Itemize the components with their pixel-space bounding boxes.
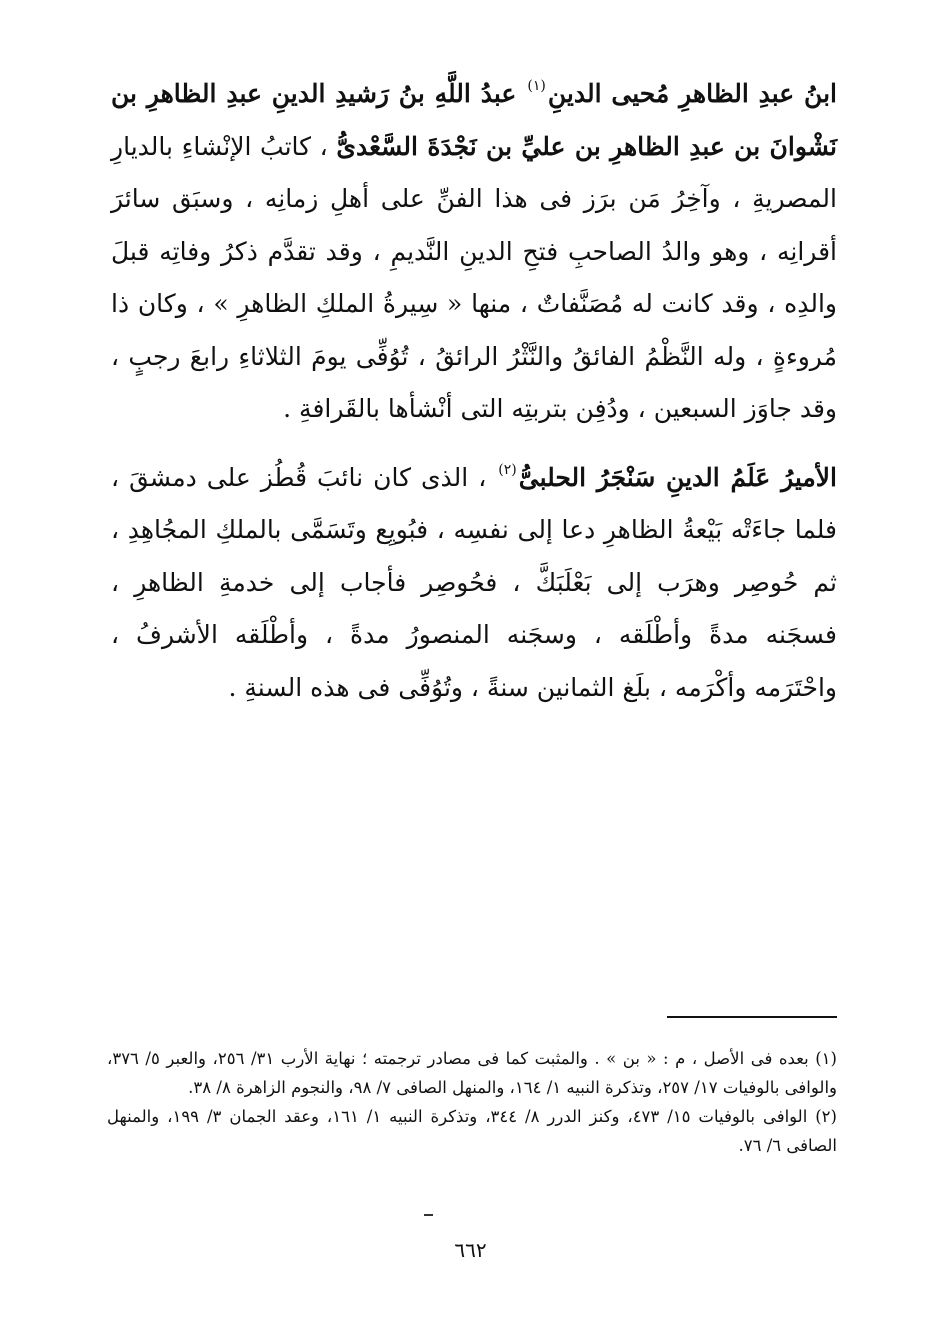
biography-entry-1 (111, 68, 837, 436)
main-text (111, 68, 837, 724)
footnote-ref-2[interactable]: (٢) (498, 461, 517, 478)
page-number: ٦٦٢ (454, 1238, 487, 1262)
footnote-ref-1[interactable]: (١) (527, 78, 546, 94)
footnotes (107, 1044, 837, 1160)
footnote-1: (١) بعده فى الأصل ، م : « بن » . والمثبت كما فى مصادر ترجمته ؛ نهاية الأرب ٣١/ ٢٥٦، والعبر ٥/ ٣٧٦، والوافى بالوفيات ١٧/ ٢٥٧، وتذكرة النبيه ١/ ١٦٤، والمنهل الصافى ٧/ ٩٨، والنجوم الزاهرة ٨/ ٣٨. (107, 1049, 837, 1097)
entry-1-body: ، كاتبُ الإنْشاءِ بالديارِ المصريةِ ، وآخِرُ مَن برَز فى هذا الفنِّ على أهلِ زمانِه ، وسبَق سائرَ أقرانِه ، وهو والدُ الصاحبِ فتحِ الدينِ النَّديمِ ، وقد تقدَّم ذكرُ وفاتِه قبلَ والدِه ، وقد كانت له مُصَنَّفاتٌ ، منها « سِيرةُ الملكِ الظاهرِ » ، وكان ذا مُروءةٍ ، وله النَّظْمُ الفائقُ والنَّثْرُ الرائقُ ، تُوُفِّى يومَ الثلاثاءِ رابعَ رجبٍ ، وقد جاوَز السبعين ، ودُفِن بتربتِه التى أنْشأها بالقَرافةِ . (111, 131, 837, 423)
footnote-2: (٢) الوافى بالوفيات ١٥/ ٤٧٣، وكنز الدرر ٨/ ٣٤٤، وتذكرة النبيه ١/ ١٦١، وعقد الجمان ٣/ ١٩٩، والمنهل الصافى ٦/ ٧٦. (107, 1107, 837, 1155)
entry-2-heading: الأميرُ عَلَمُ الدينِ سَنْجَرُ الحلبىُّ (518, 462, 837, 492)
print-mark (424, 1214, 433, 1216)
footnote-separator (667, 1016, 837, 1018)
entry-1-heading: ابنُ عبدِ الظاهرِ مُحيى الدينِ (547, 79, 837, 108)
entry-1-heading-continued: عبدُ اللَّهِ بنُ رَشيدِ الدينِ عبدِ الظاهرِ بن نَشْوانَ بن عبدِ الظاهرِ بن عليِّ بن نَجْدَةَ السَّعْدىُّ (111, 79, 838, 161)
entry-2-body: ، الذى كان نائبَ قُطُز على دمشقَ ، فلما جاءَتْه بَيْعةُ الظاهرِ دعا إلى نفسِه ، فبُويِع وتَسَمَّى بالملكِ المجُاهِدِ ، ثم حُوصِر وهرَب إلى بَعْلَبَكَّ ، فحُوصِر فأجاب إلى خدمةِ الظاهرِ ، فسجَنه مدةً وأطْلَقه ، وسجَنه المنصورُ مدةً ، وأطْلَقه الأشرفُ ، واحْتَرَمه وأكْرَمه ، بلَغ الثمانين سنةً ، وتُوُفِّى فى هذه السنةِ . (111, 462, 837, 702)
biography-entry-2 (111, 452, 837, 715)
